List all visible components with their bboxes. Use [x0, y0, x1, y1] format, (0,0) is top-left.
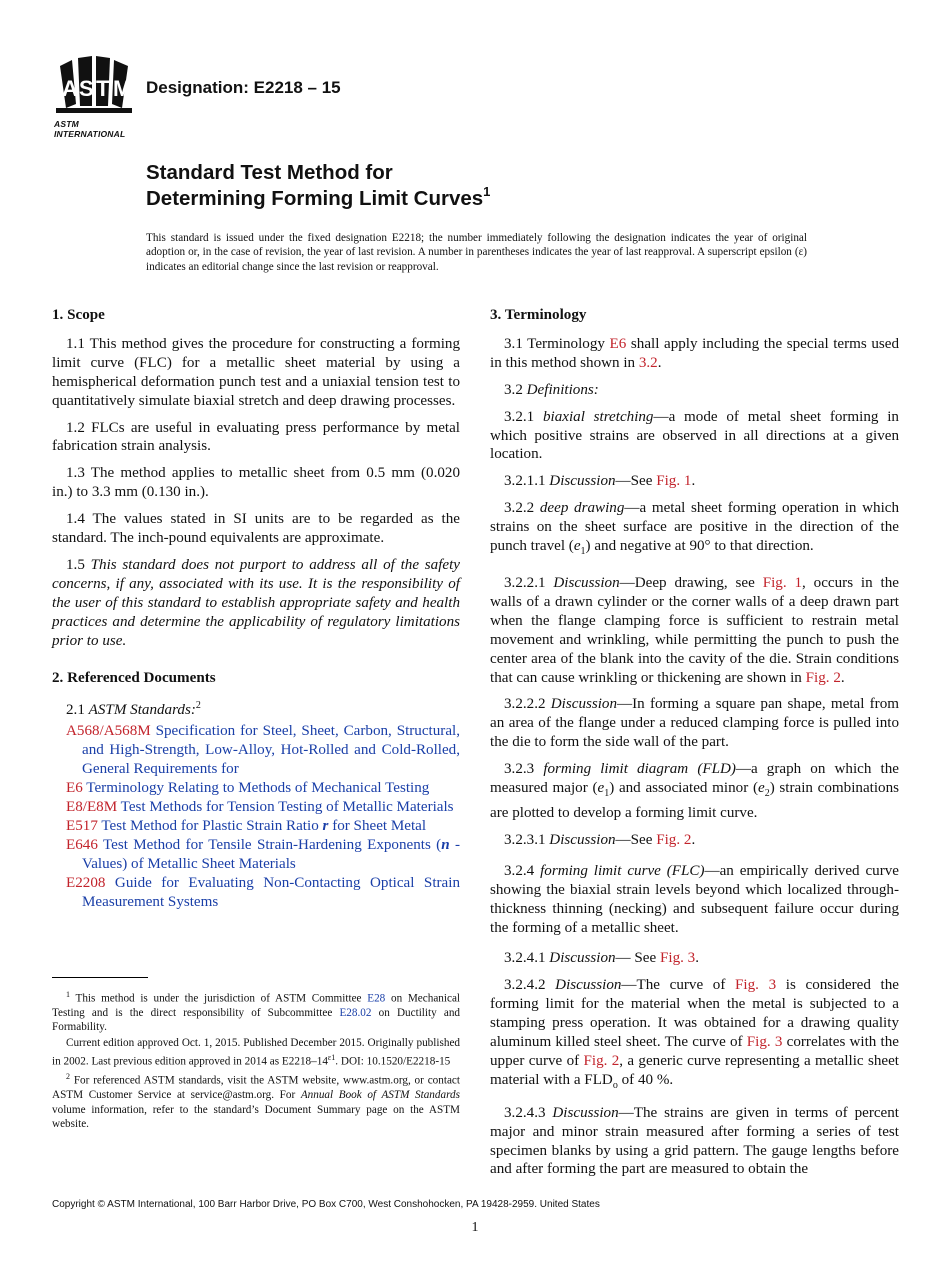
term-text: is considered the forming limit for the material when the metal is subjected to a stamping press operation. It was obtained for a drawing quality aluminum killed steel sheet. The curve of: [490, 977, 899, 1051]
term-sub: 1: [580, 546, 586, 558]
fn-epsilon: ε1: [327, 1052, 336, 1062]
footnote-rule: [52, 977, 148, 978]
fig-3-link[interactable]: Fig. 3: [746, 1034, 783, 1051]
ref-title-link[interactable]: Specification for Steel, Sheet, Carbon, Structural, and High-Strength, Low-Alloy, Hot-Rolled and Cold-Rolled, General Requirements for: [82, 723, 460, 778]
ref-item: [52, 874, 460, 912]
ref-title-link[interactable]: Test Methods for Tension Testing of Metallic Materials: [120, 798, 454, 815]
term-label: Discussion: [552, 1104, 619, 1121]
term-3-2-3: [490, 760, 899, 823]
footnote-1: [52, 988, 460, 1034]
terminology-heading: 3. Terminology: [490, 307, 587, 323]
term-3-2-4: [490, 862, 899, 938]
ref-title-part: for Sheet Metal: [332, 817, 427, 834]
fn-text: . DOI: 10.1520/E2218-15: [335, 1055, 451, 1068]
section-3-2-link[interactable]: 3.2: [638, 354, 658, 371]
term-text: .: [691, 473, 696, 490]
ref-title-part: Test Method for Tensile Strain-Hardening Exponents (: [102, 836, 442, 853]
fig-2-link[interactable]: Fig. 2: [656, 831, 692, 848]
term-num: 3.2.3: [504, 761, 535, 778]
term-text: ) strain combinations are plotted to develop a forming limit curve.: [490, 780, 899, 821]
term-var: e: [573, 538, 581, 555]
term-3-1: [490, 335, 899, 373]
right-column: [490, 306, 899, 1187]
term-label: Definitions:: [526, 381, 599, 398]
term-label: Discussion: [550, 696, 618, 713]
ref-item: [52, 817, 460, 836]
term-text: .: [840, 669, 845, 686]
term-text: ) and associated minor (: [609, 780, 758, 797]
scope-1-2: 1.2 FLCs are useful in evaluating press performance by metal fabrication strain analysis.: [52, 419, 460, 455]
title-line-2: [146, 186, 490, 212]
term-text: 3.1 Terminology: [504, 335, 605, 352]
subcommittee-link[interactable]: E28.02: [339, 1006, 372, 1019]
term-var: e: [597, 780, 605, 797]
ref-title-part: -Values) of Metallic Sheet Materials: [82, 836, 460, 872]
term-text: of 40 %.: [621, 1071, 674, 1088]
scope-1-5: [52, 556, 460, 651]
scope-1-1: 1.1 This method gives the procedure for constructing a forming limit curve (FLC) for a metallic sheet material by using a hemispherical deformation punch test and a uniaxial tension test to quantitatively simulate biaxial stretch and deep drawing processes.: [52, 335, 460, 409]
astm-standards-label: [52, 697, 460, 720]
scope-1-5-num: 1.5: [66, 556, 85, 573]
ref-code-link[interactable]: E8/E8M: [66, 798, 118, 815]
term-num: 3.2.1: [504, 408, 535, 425]
term-text: —See: [615, 831, 653, 848]
term-3-2-2-2: [490, 695, 899, 752]
fig-3-link[interactable]: Fig. 3: [735, 977, 777, 994]
ref-title-link[interactable]: [82, 837, 460, 872]
term-text: .: [695, 950, 700, 967]
term-3-2-4-3: [490, 1104, 899, 1180]
term-num: 3.2.4.3: [504, 1104, 546, 1121]
term-label: Discussion: [549, 950, 616, 967]
term-3-2: [490, 381, 899, 400]
term-sub: o: [612, 1079, 618, 1091]
term-text: —See: [615, 473, 653, 490]
term-text: shall apply including the special terms used in this method shown in: [490, 335, 900, 371]
logo-wordmark: ASTM INTERNATIONAL: [54, 119, 126, 139]
term-label: Discussion: [549, 831, 616, 848]
term-text: —a mode of metal sheet forming in which positive strains are observed in all directions at a given location.: [490, 408, 899, 463]
ref-code-link[interactable]: E517: [66, 817, 98, 834]
left-column: [52, 306, 460, 911]
term-name: forming limit curve (FLC): [540, 862, 705, 879]
fn-mark: 2: [66, 1072, 70, 1082]
ref-sub-label: ASTM Standards:: [88, 702, 196, 719]
title-footnote-mark: 1: [483, 184, 491, 199]
term-text: —Deep drawing, see: [619, 574, 755, 591]
term-3-2-4-1: [490, 949, 899, 968]
fn-italic: Annual Book of ASTM Standards: [300, 1089, 460, 1102]
ref-code-link[interactable]: A568/A568M: [66, 723, 151, 740]
term-text: , occurs in the walls of a drawn cylinder or the corner walls of a deep drawn part when the flange clamping force is sufficient to restrain metal movement and wrinkling, while permitting the punch to push the center area of the blank into the cavity of the die. Strain conditions that can cause wrinkling or thickening are shown in: [490, 574, 899, 686]
term-label: Discussion: [549, 473, 616, 490]
term-3-2-2-1: [490, 574, 899, 687]
term-num: 3.2.1.1: [504, 473, 546, 490]
term-text: .: [691, 831, 696, 848]
scope-1-3: 1.3 The method applies to metallic sheet from 0.5 mm (0.020 in.) to 3.3 mm (0.130 in.).: [52, 465, 460, 501]
issuance-notice: This standard is issued under the fixed designation E2218; the number immediately following the designation indicates the year of original adoption or, in the case of revision, the year of last revision. A number in parentheses indicates the year of last reapproval. A superscript epsilon (ε) indicates an editorial change since the last revision or reapproval.: [146, 232, 807, 273]
ref-item: [52, 798, 460, 817]
ref-symbol: n: [441, 836, 450, 853]
ref-title-link[interactable]: [101, 818, 426, 834]
svg-text:S: S: [79, 76, 94, 101]
page-number: 1: [471, 1220, 479, 1235]
footnotes: [52, 988, 460, 1133]
term-3-2-4-2: [490, 976, 899, 1095]
term-label: Discussion: [555, 977, 622, 994]
svg-text:T: T: [96, 76, 110, 101]
fn-text: on Mechanical Testing and is the direct responsibility of Subcommittee: [52, 992, 461, 1019]
copyright: Copyright © ASTM International, 100 Barr Harbor Drive, PO Box C700, West Conshohocken, PA 19428-2959. United States: [52, 1199, 600, 1210]
ref-code-link[interactable]: E2208: [66, 874, 106, 891]
term-3-2-2: [490, 499, 899, 562]
footnote-current-edition: [52, 1036, 460, 1068]
scope-1-4: 1.4 The values stated in SI units are to be regarded as the standard. The inch-pound equivalents are approximate.: [52, 511, 460, 547]
term-num: 3.2.4.2: [504, 977, 546, 994]
fn-mark: 1: [66, 990, 70, 999]
term-num: 3.2.4: [504, 862, 535, 879]
term-text: —a graph on which the measured major (: [490, 761, 899, 797]
ref-item: [52, 779, 460, 798]
fig-3-link[interactable]: Fig. 3: [660, 950, 696, 967]
term-num: 3.2.2.1: [504, 574, 546, 591]
term-name: deep drawing: [539, 500, 625, 517]
term-sub: 2: [764, 788, 770, 800]
fn-text: on Ductility and Formability.: [52, 1006, 461, 1034]
ref-item: [52, 836, 460, 874]
term-name: forming limit diagram (FLD): [543, 761, 736, 778]
ref-sub-mark: 2: [195, 700, 201, 712]
fn-text: volume information, refer to the standard’s Document Summary page on the ASTM website.: [52, 1103, 460, 1130]
ref-code-link[interactable]: E6: [66, 780, 83, 797]
referenced-heading: 2. Referenced Documents: [52, 669, 216, 686]
term-num: 3.2: [504, 381, 523, 398]
term-text: , a generic curve representing a metallic sheet material with a FLD: [490, 1052, 899, 1088]
term-num: 3.2.2.2: [504, 696, 546, 713]
term-text: .: [657, 354, 662, 371]
scope-heading: 1. Scope: [52, 307, 105, 323]
footnote-2: [52, 1070, 460, 1131]
term-text: —In forming a square pan shape, metal from an area of the flange under a reduced clamping force is pulled into the die to form the side wall of the part.: [490, 696, 899, 751]
designation: Designation: E2218 – 15: [146, 78, 341, 97]
ref-title-link[interactable]: Terminology Relating to Methods of Mechanical Testing: [86, 780, 430, 797]
title-line-1: Standard Test Method for: [146, 161, 393, 184]
fig-2-link[interactable]: Fig. 2: [805, 669, 841, 686]
astm-logo: [52, 56, 136, 139]
ref-title-link[interactable]: Guide for Evaluating Non-Contacting Optical Strain Measurement Systems: [82, 874, 460, 910]
fig-1-link[interactable]: Fig. 1: [656, 473, 692, 490]
term-text: correlates with the upper curve of: [490, 1034, 899, 1069]
fig-1-link[interactable]: Fig. 1: [762, 574, 803, 591]
ref-item: [52, 722, 460, 779]
ref-title-part: Test Method for Plastic Strain Ratio: [101, 817, 319, 834]
term-num: 3.2.4.1: [504, 950, 546, 967]
term-num: 3.2.3.1: [504, 831, 546, 848]
term-num: 3.2.2: [504, 500, 535, 517]
term-text: ) and negative at 90° to that direction.: [585, 538, 814, 555]
svg-text:A: A: [62, 76, 78, 101]
document-title: [146, 160, 490, 212]
term-var: e: [757, 780, 765, 797]
term-label: Discussion: [553, 574, 620, 591]
svg-text:M: M: [113, 76, 132, 101]
term-3-2-1: [490, 408, 899, 465]
ref-symbol: r: [322, 817, 329, 834]
term-sub: 1: [604, 788, 610, 800]
scope-1-5-text: This standard does not purport to address all of the safety concerns, if any, associated with its use. It is the responsibility of the user of this standard to establish appropriate safety and health practices and determine the applicability of regulatory limitations prior to use.: [52, 556, 461, 649]
term-e6-link[interactable]: E6: [609, 335, 627, 352]
term-text: —The strains are given in terms of percent major and minor strain measured after forming a series of test specimen blanks by using a grid pattern. The gauge lengths before and after forming the part are measured to obtain the: [490, 1104, 899, 1178]
fn-text: This method is under the jurisdiction of ASTM Committee: [75, 992, 362, 1005]
term-text: — See: [615, 950, 657, 967]
term-text: —The curve of: [621, 977, 726, 994]
fn-text: For referenced ASTM standards, visit the ASTM website, www.astm.org, or contact ASTM Customer Service at service@astm.org. For: [52, 1075, 460, 1102]
term-3-2-3-1: [490, 831, 899, 850]
fig-2-link[interactable]: Fig. 2: [583, 1052, 620, 1069]
term-3-2-1-1: [490, 472, 899, 491]
ref-code-link[interactable]: E646: [66, 836, 98, 853]
term-text: —an empirically derived curve showing the biaxial strain levels beyond which localized through-thickness thinning (necking) and subsequent failure occur during the forming of a metallic sheet.: [490, 862, 899, 936]
title-text: Determining Forming Limit Curves: [146, 187, 484, 210]
term-name: biaxial stretching: [542, 408, 654, 425]
ref-sub-num: 2.1: [66, 702, 85, 719]
committee-link[interactable]: E28: [367, 992, 386, 1005]
fn-text: Current edition approved Oct. 1, 2015. Published December 2015. Originally published in 2002. Last previous edition approved in 2014 as E2218–14: [52, 1037, 460, 1068]
term-text: —a metal sheet forming operation in which strains on the sheet surface are positive in the direction of the punch travel (: [490, 500, 900, 555]
